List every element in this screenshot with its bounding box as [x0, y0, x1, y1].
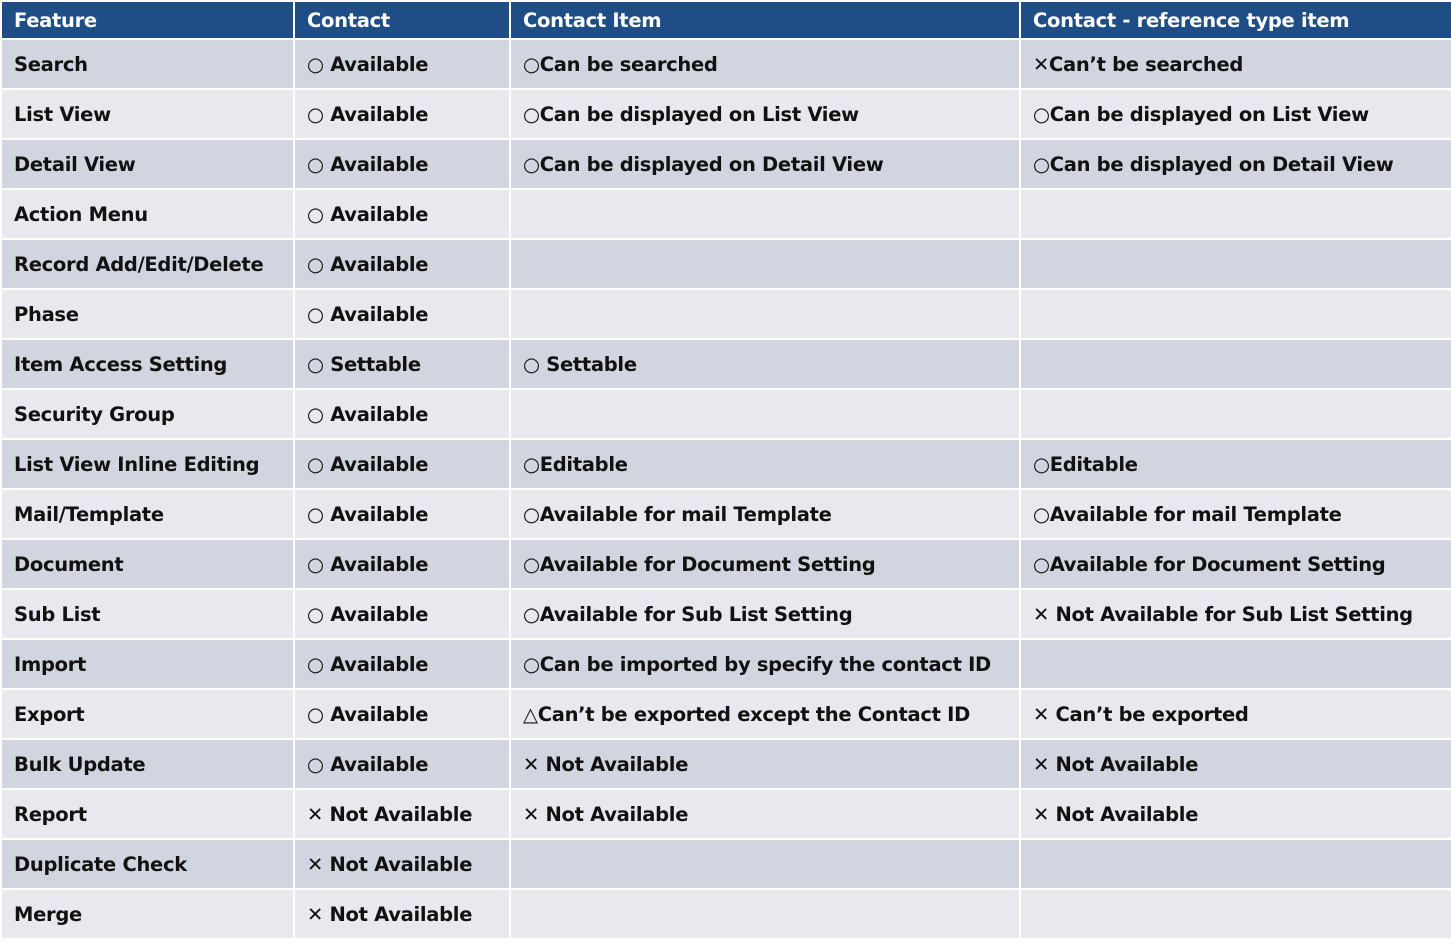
contact-item-cell: ○Can be searched — [510, 39, 1020, 89]
contact-item-cell: ○Available for Document Setting — [510, 539, 1020, 589]
table-row — [1, 239, 1451, 289]
contact-cell: ○ Available — [294, 439, 510, 489]
contact-cell: ○ Available — [294, 539, 510, 589]
table-row — [1, 539, 1451, 589]
reference-item-cell: ○Available for Document Setting — [1020, 539, 1451, 589]
reference-item-cell: ✕ Not Available for Sub List Setting — [1020, 589, 1451, 639]
contact-item-cell — [510, 189, 1020, 239]
reference-item-cell — [1020, 289, 1451, 339]
reference-item-cell: ○Available for mail Template — [1020, 489, 1451, 539]
feature-cell: Document — [1, 539, 294, 589]
contact-cell: ○ Available — [294, 689, 510, 739]
feature-cell: Detail View — [1, 139, 294, 189]
contact-cell: ✕ Not Available — [294, 839, 510, 889]
contact-item-cell: ✕ Not Available — [510, 739, 1020, 789]
contact-cell: ○ Available — [294, 239, 510, 289]
table-row — [1, 639, 1451, 689]
feature-cell: Sub List — [1, 589, 294, 639]
contact-cell: ○ Available — [294, 589, 510, 639]
table-row — [1, 189, 1451, 239]
contact-cell: ○ Available — [294, 739, 510, 789]
table-row — [1, 839, 1451, 889]
contact-item-cell: ○Can be displayed on List View — [510, 89, 1020, 139]
contact-cell: ○ Available — [294, 389, 510, 439]
table-row — [1, 39, 1451, 89]
reference-item-cell: ✕ Not Available — [1020, 739, 1451, 789]
contact-item-cell — [510, 289, 1020, 339]
feature-cell: Mail/Template — [1, 489, 294, 539]
table-row — [1, 489, 1451, 539]
contact-cell: ✕ Not Available — [294, 789, 510, 839]
contact-item-cell: ○Can be imported by specify the contact ID — [510, 639, 1020, 689]
reference-item-cell — [1020, 889, 1451, 939]
header-contact: Contact — [294, 1, 510, 39]
contact-item-cell: ○Editable — [510, 439, 1020, 489]
feature-cell: Merge — [1, 889, 294, 939]
reference-item-cell — [1020, 389, 1451, 439]
table-row — [1, 889, 1451, 939]
contact-item-cell: ✕ Not Available — [510, 789, 1020, 839]
table-row — [1, 289, 1451, 339]
feature-cell: Action Menu — [1, 189, 294, 239]
contact-item-cell: ○Available for Sub List Setting — [510, 589, 1020, 639]
header-contact-item: Contact Item — [510, 1, 1020, 39]
contact-cell: ○ Available — [294, 89, 510, 139]
table-row — [1, 739, 1451, 789]
reference-item-cell — [1020, 189, 1451, 239]
feature-cell: Phase — [1, 289, 294, 339]
feature-cell: List View — [1, 89, 294, 139]
contact-cell: ○ Available — [294, 189, 510, 239]
feature-cell: List View Inline Editing — [1, 439, 294, 489]
contact-item-cell: ○Available for mail Template — [510, 489, 1020, 539]
contact-item-cell: △Can’t be exported except the Contact ID — [510, 689, 1020, 739]
reference-item-cell: ○Can be displayed on List View — [1020, 89, 1451, 139]
table-body — [1, 39, 1451, 939]
feature-cell: Report — [1, 789, 294, 839]
feature-cell: Duplicate Check — [1, 839, 294, 889]
contact-cell: ○ Available — [294, 289, 510, 339]
contact-cell: ○ Settable — [294, 339, 510, 389]
contact-cell: ○ Available — [294, 39, 510, 89]
reference-item-cell — [1020, 239, 1451, 289]
table-row — [1, 89, 1451, 139]
reference-item-cell — [1020, 839, 1451, 889]
feature-cell: Export — [1, 689, 294, 739]
reference-item-cell — [1020, 639, 1451, 689]
table-row — [1, 689, 1451, 739]
reference-item-cell: ✕Can’t be searched — [1020, 39, 1451, 89]
contact-item-cell: ○Can be displayed on Detail View — [510, 139, 1020, 189]
table-row — [1, 389, 1451, 439]
table-header — [1, 1, 1451, 39]
feature-cell: Import — [1, 639, 294, 689]
reference-item-cell: ○Can be displayed on Detail View — [1020, 139, 1451, 189]
reference-item-cell: ○Editable — [1020, 439, 1451, 489]
contact-item-cell — [510, 889, 1020, 939]
table-row — [1, 139, 1451, 189]
reference-item-cell — [1020, 339, 1451, 389]
reference-item-cell: ✕ Can’t be exported — [1020, 689, 1451, 739]
header-feature: Feature — [1, 1, 294, 39]
contact-cell: ○ Available — [294, 139, 510, 189]
feature-cell: Bulk Update — [1, 739, 294, 789]
reference-item-cell: ✕ Not Available — [1020, 789, 1451, 839]
feature-cell: Security Group — [1, 389, 294, 439]
contact-cell: ○ Available — [294, 489, 510, 539]
contact-item-cell — [510, 839, 1020, 889]
contact-item-cell — [510, 389, 1020, 439]
table-row — [1, 339, 1451, 389]
header-row — [1, 1, 1451, 39]
feature-cell: Item Access Setting — [1, 339, 294, 389]
contact-cell: ✕ Not Available — [294, 889, 510, 939]
header-reference-item: Contact - reference type item — [1020, 1, 1451, 39]
feature-cell: Search — [1, 39, 294, 89]
table-row — [1, 439, 1451, 489]
table-row — [1, 589, 1451, 639]
contact-cell: ○ Available — [294, 639, 510, 689]
contact-item-cell: ○ Settable — [510, 339, 1020, 389]
contact-item-cell — [510, 239, 1020, 289]
table-row — [1, 789, 1451, 839]
feature-cell: Record Add/Edit/Delete — [1, 239, 294, 289]
